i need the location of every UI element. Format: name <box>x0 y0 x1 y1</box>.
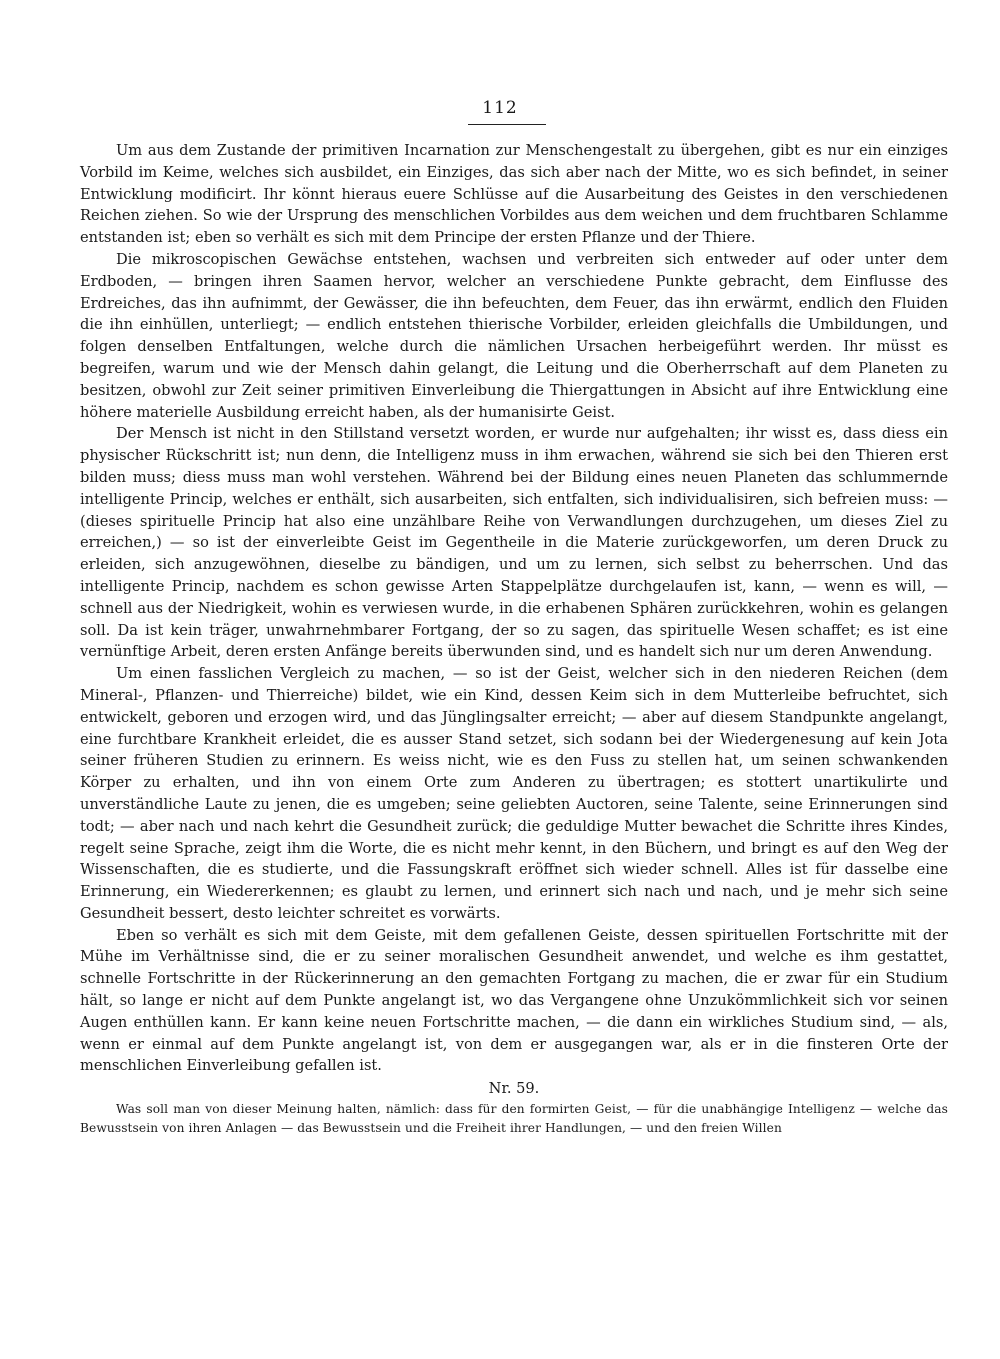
paragraph-2: Die mikroscopischen Gewächse entstehen, wachsen und verbreiten sich entweder auf oder unter dem Erdboden, — bringen ihren Saamen hervor, welcher an verschiedene Punkte gebracht, dem Einflusse des Erdreiches, das ihn aufnimmt, der Gewässer, die ihn befeuchten, dem Feuer, das ihn erwärmt, endlich den Fluiden die ihn einhüllen, unterliegt; — endlich entstehen thierische Vorbilder, erleiden gleichfalls die Umbildungen, und folgen denselben Entfaltungen, welche durch die nämlichen Ursachen herbeigeführt werden. Ihr müsst es begreifen, warum und wie der Mensch dahin gelangt, die Leitung und die Oberherrschaft auf dem Planeten zu besitzen, obwohl zur Zeit seiner primitiven Einverleibung die Thiergattungen in Absicht auf ihre Entwicklung eine höhere materielle Ausbildung erreicht haben, als der humanisirte Geist. <box>80 250 948 421</box>
page-number-rule <box>468 124 546 125</box>
footnote-text: Was soll man von dieser Meinung halten, nämlich: dass für den formirten Geist, — für die unabhängige Intelligenz — welche das Bewusstsein von ihren Anlagen — das Bewusstsein und die Freiheit ihrer Handlungen, — und den freien Willen <box>80 1102 948 1136</box>
section-heading: Nr. 59. <box>488 1080 540 1098</box>
paragraph-5: Eben so verhält es sich mit dem Geiste, mit dem gefallenen Geiste, dessen spirituellen Fortschritte mit der Mühe im Verhältnisse sind, die er zu seiner moralischen Gesundheit anwendet, und welche es ihm gestattet, schnelle Fortschritte in der Rückerinnerung an den gemachten Fortgang zu machen, die er zwar für ein Studium hält, so lange er nicht auf dem Punkte angelangt ist, wo das Vergangene ohne Unzukömmlichkeit sich vor seinen Augen enthüllen kann. Er kann keine neuen Fortschritte machen, — die dann ein wirkliches Studium sind, — als, wenn er einmal auf dem Punkte angelangt ist, von dem er ausgegangen war, als er in die finsteren Orte der menschlichen Einverleibung gefallen ist. <box>80 926 948 1075</box>
paragraph-1: Um aus dem Zustande der primitiven Incarnation zur Menschengestalt zu übergehen, gibt es nur ein einziges Vorbild im Keime, welches sich ausbildet, ein Einziges, das sich aber nach der Mitte, wo es sich befindet, in seiner Entwicklung modificirt. Ihr könnt hieraus euere Schlüsse auf die Ausarbeitung des Geistes in den verschiedenen Reichen ziehen. So wie der Ursprung des menschlichen Vorbildes aus dem weichen und dem fruchtbaren Schlamme entstanden ist; eben so verhält es sich mit dem Principe der ersten Pflanze und der Thiere. <box>80 142 948 247</box>
page-number: 112 <box>482 98 518 118</box>
paragraph-4: Um einen fasslichen Vergleich zu machen, — so ist der Geist, welcher sich in den niederen Reichen (dem Mineral-, Pflanzen- und Thierreiche) bildet, wie ein Kind, dessen Keim sich in dem Mutterleibe befruchtet, sich entwickelt, geboren und erzogen wird, und das Jünglingsalter erreicht; — aber auf diesem Standpunkte angelangt, eine furchtbare Krankheit erleidet, die es ausser Stand setzet, sich sodann bei der Wiedergenesung auf kein Jota seiner früheren Studien zu erinnern. Es weiss nicht, wie es den Fuss zu stellen hat, um seinen schwankenden Körper zu erhalten, und ihn von einem Orte zum Anderen zu übertragen; es stottert unartikulirte und unverständliche Laute zu jenen, die es umgeben; seine geliebten Auctoren, seine Talente, seine Erinnerungen sind todt; — aber nach und nach kehrt die Gesundheit zurück; die geduldige Mutter bewachet die Schritte ihres Kindes, regelt seine Sprache, zeigt ihm die Worte, die es nicht mehr kennt, in den Büchern, und bringt es auf den Weg der Wissenschaften, die es studierte, und die Fassungskraft eröffnet sich wieder schnell. Alles ist für dasselbe eine Erinnerung, ein Wiedererkennen; es glaubt zu lernen, und erinnert sich nach und nach, und je mehr sich seine Gesundheit bessert, desto leichter schreitet es vorwärts. <box>80 665 948 922</box>
body-text <box>80 140 948 1138</box>
paragraph-3: Der Mensch ist nicht in den Stillstand versetzt worden, er wurde nur aufgehalten; ihr wisst es, dass diess ein physischer Rückschritt ist; nun denn, die Intelligenz muss in ihm erwachen, während sie sich bei den Thieren erst bilden muss; diess muss man wohl verstehen. Während bei der Bildung eines neuen Planeten das schlummernde intelligente Princip, welches er enthält, sich ausarbeiten, sich entfalten, sich individualisiren, sich befreien muss: — (dieses spirituelle Princip hat also eine unzählbare Reihe von Verwandlungen durchzugehen, um dieses Ziel zu erreichen,) — so ist der einverleibte Geist im Gegentheile in die Materie zurückgeworfen, um deren Druck zu erleiden, sich anzugewöhnen, dieselbe zu bändigen, und um zu lernen, sich selbst zu beherrschen. Und das intelligente Princip, nachdem es schon gewisse Arten Stappelplätze durchgelaufen ist, kann, — wenn es will, — schnell aus der Niedrigkeit, wohin es verwiesen wurde, in die erhabenen Sphären zurückkehren, wohin es gelangen soll. Da ist kein träger, unwahrnehmbarer Fortgang, der so zu sagen, das spirituelle Wesen schaffet; es ist eine vernünftige Arbeit, deren ersten Anfänge bereits überwunden sind, und es handelt sich nur um deren Anwendung. <box>80 425 948 661</box>
